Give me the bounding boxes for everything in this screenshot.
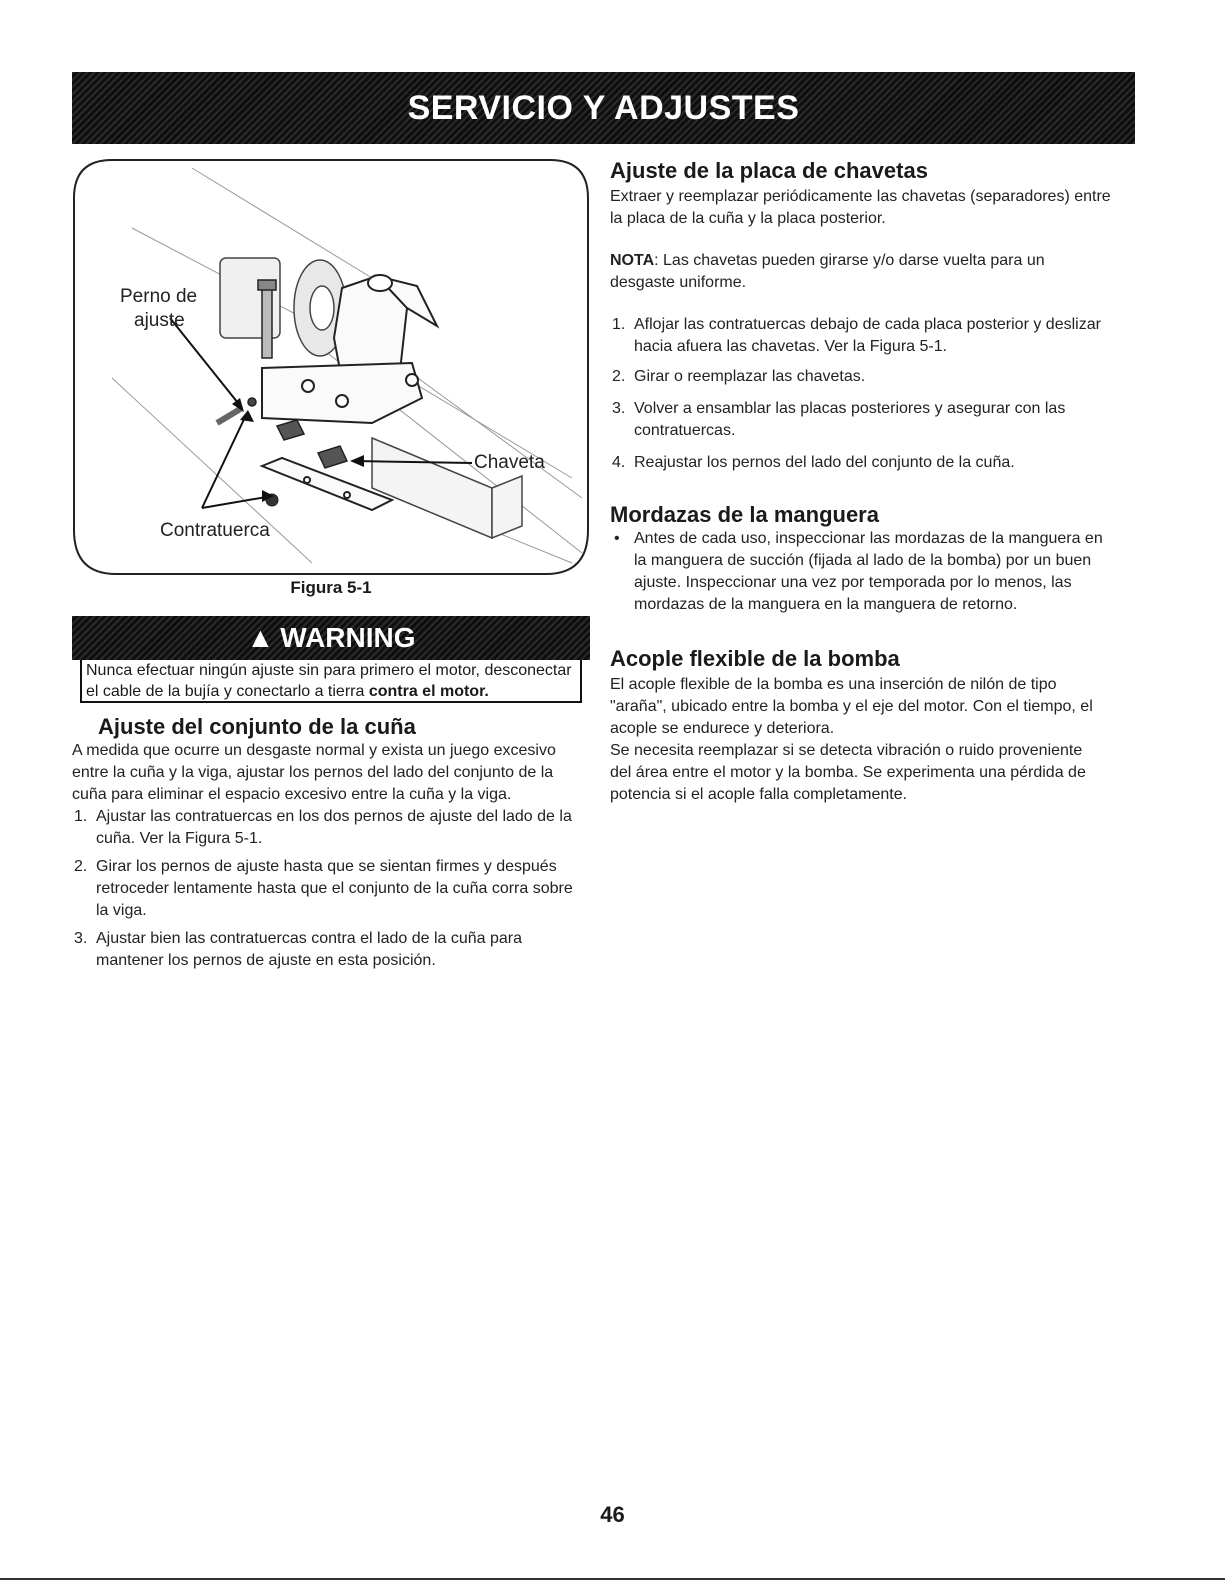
warning-text-box <box>80 660 582 703</box>
warning-line-2: el cable de la bujía y conectarlo a tierra contra el motor. <box>86 683 489 700</box>
right1-step-1-line-2: hacia afuera las chavetas. Ver la Figura 5-1. <box>634 338 948 355</box>
figure-caption: Figura 5-1 <box>290 578 372 597</box>
right1-step-3-line-2: contratuercas. <box>634 422 736 439</box>
left-intro-line-3: cuña para eliminar el espacio excesivo entre la cuña y la viga. <box>72 786 512 803</box>
heading-placa-chavetas: Ajuste de la placa de chavetas <box>610 158 928 183</box>
right1-nota-line-1: NOTA: Las chavetas pueden girarse y/o darse vuelta para un <box>610 252 1045 269</box>
left-step-1-line-2: cuña. Ver la Figura 5-1. <box>96 830 263 847</box>
right2-line-4: mordazas de la manguera en la manguera de retorno. <box>634 596 1018 613</box>
right3-line-4: Se necesita reemplazar si se detecta vibración o ruido proveniente <box>610 742 1083 759</box>
left-intro-line-1: A medida que ocurre un desgaste normal y exista un juego excesivo <box>72 742 556 759</box>
right3-line-3: acople se endurece y deteriora. <box>610 720 835 737</box>
right3-line-6: potencia si el acople falla completamente. <box>610 786 908 803</box>
right2-line-2: la manguera de succión (fijada al lado de la bomba) por un buen <box>634 552 1092 569</box>
warning-title: WARNING <box>280 622 416 653</box>
right3-line-1: El acople flexible de la bomba es una inserción de nilón de tipo <box>610 676 1057 693</box>
right1-nota-line-2: desgaste uniforme. <box>610 274 747 291</box>
left-step-2-line-3: la viga. <box>96 902 147 919</box>
heading-ajuste-conjunto-cuna: Ajuste del conjunto de la cuña <box>98 714 416 739</box>
left-intro-line-2: entre la cuña y la viga, ajustar los pernos del lado del conjunto de la <box>72 764 554 781</box>
right1-intro-line-2: la placa de la cuña y la placa posterior. <box>610 210 886 227</box>
right3-line-2: "araña", ubicado entre la bomba y el eje del motor. Con el tiempo, el <box>610 698 1093 715</box>
right3-line-5: del área entre el motor y la bomba. Se experimenta una pérdida de <box>610 764 1086 781</box>
right2-line-3: ajuste. Inspeccionar una vez por temporada por lo menos, las <box>634 574 1072 591</box>
label-chaveta: Chaveta <box>474 452 545 473</box>
section-header-banner <box>72 72 1135 144</box>
wedge-assembly-illustration <box>72 158 590 578</box>
bottom-rule <box>0 1578 1225 1580</box>
label-perno-line2: ajuste <box>134 310 185 331</box>
page-number: 46 <box>600 1502 625 1527</box>
left-step-3-line-2: mantener los pernos de ajuste en esta posición. <box>96 952 436 969</box>
figure-5-1 <box>72 158 590 578</box>
warning-line-1: Nunca efectuar ningún ajuste sin para primero el motor, desconectar <box>86 662 572 679</box>
heading-acople-flexible: Acople flexible de la bomba <box>610 646 900 671</box>
heading-mordazas-manguera: Mordazas de la manguera <box>610 502 879 527</box>
left-step-2-line-2: retroceder lentamente hasta que el conjunto de la cuña corra sobre <box>96 880 573 897</box>
section-title: SERVICIO Y ADJUSTES <box>407 88 800 127</box>
label-perno-line1: Perno de <box>120 286 198 307</box>
bullet-icon: • <box>614 530 620 547</box>
warning-header <box>72 616 590 660</box>
right1-intro-line-1: Extraer y reemplazar periódicamente las chavetas (separadores) entre <box>610 188 1111 205</box>
warning-triangle-icon: ▲ <box>246 622 275 653</box>
label-contratuerca: Contratuerca <box>160 520 270 541</box>
right2-line-1: Antes de cada uso, inspeccionar las mordazas de la manguera en <box>634 530 1103 547</box>
